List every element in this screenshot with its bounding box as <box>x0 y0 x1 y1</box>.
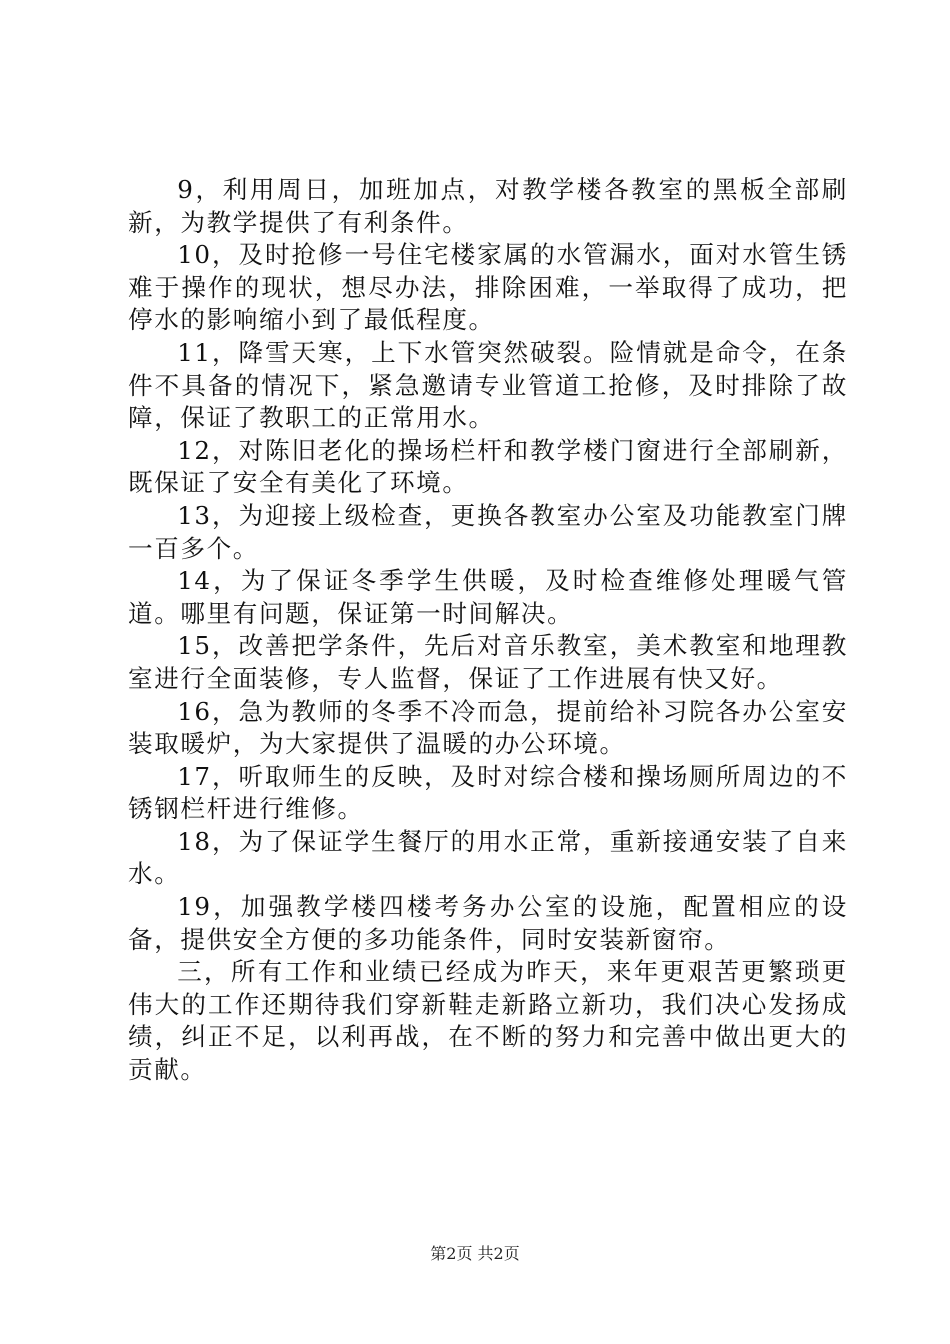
paragraph-item-17: 17，听取师生的反映，及时对综合楼和操场厕所周边的不锈钢栏杆进行维修。 <box>128 761 848 824</box>
paragraph-item-16: 16，急为教师的冬季不冷而急，提前给补习院各办公室安装取暖炉，为大家提供了温暖的办公环境。 <box>128 696 848 759</box>
paragraph-item-14: 14，为了保证冬季学生供暖，及时检查维修处理暖气管道。哪里有问题，保证第一时间解决。 <box>128 566 848 628</box>
page-number-footer: 第2页 共2页 <box>430 1244 520 1263</box>
paragraph-item-15: 15，改善把学条件，先后对音乐教室，美术教室和地理教室进行全面装修，专人监督，保证了工作进展有快又好。 <box>128 631 848 693</box>
paragraph-item-13: 13，为迎接上级检查，更换各教室办公室及功能教室门牌一百多个。 <box>128 500 848 563</box>
paragraph-item-11: 11，降雪天寒，上下水管突然破裂。险情就是命令，在条件不具备的情况下，紧急邀请专业管道工抢修，及时排除了故障，保证了教职工的正常用水。 <box>128 337 848 433</box>
paragraph-item-19: 19，加强教学楼四楼考务办公室的设施，配置相应的设备，提供安全方便的多功能条件，同时安装新窗帘。 <box>128 892 848 954</box>
paragraph-item-9: 9，利用周日，加班加点，对教学楼各教室的黑板全部刷新，为教学提供了有利条件。 <box>128 175 848 237</box>
paragraph-item-18: 18，为了保证学生餐厅的用水正常，重新接通安装了自来水。 <box>128 826 848 889</box>
document-body <box>128 174 848 1087</box>
paragraph-item-10: 10，及时抢修一号住宅楼家属的水管漏水，面对水管生锈难于操作的现状，想尽办法，排除困难，一举取得了成功，把停水的影响缩小到了最低程度。 <box>128 240 848 335</box>
paragraph-conclusion: 三，所有工作和业绩已经成为昨天，来年更艰苦更繁琐更伟大的工作还期待我们穿新鞋走新路立新功，我们决心发扬成绩，纠正不足，以利再战，在不断的努力和完善中做出更大的贡献。 <box>128 957 848 1085</box>
paragraph-item-12: 12，对陈旧老化的操场栏杆和教学楼门窗进行全部刷新，既保证了安全有美化了环境。 <box>128 435 848 498</box>
